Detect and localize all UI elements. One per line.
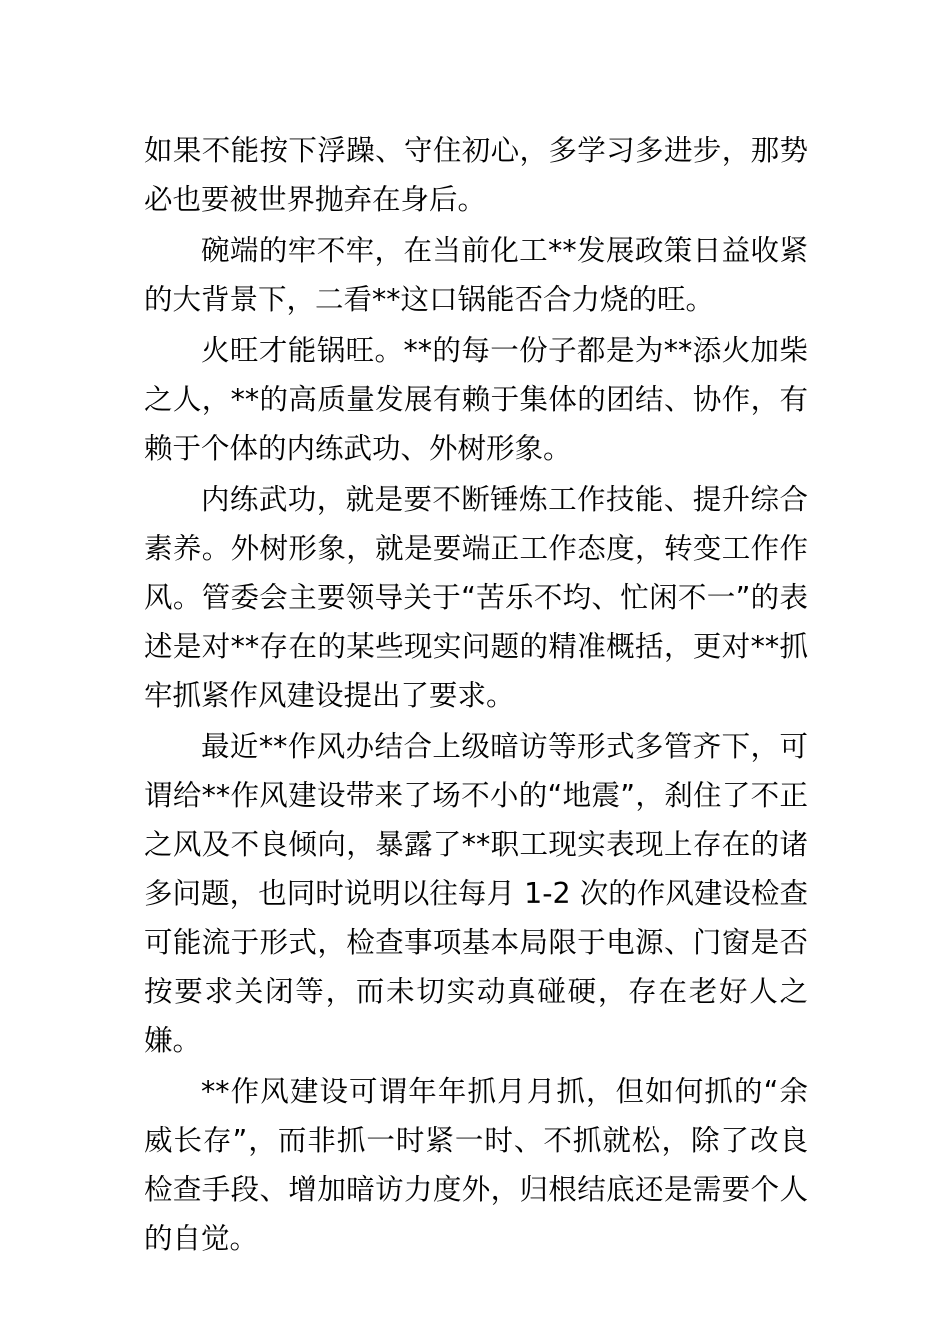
paragraph-continuation: 如果不能按下浮躁、守住初心，多学习多进步，那势必也要被世界抛弃在身后。 — [144, 134, 808, 216]
paragraph: 火旺才能锅旺。**的每一份子都是为**添火加柴之人，**的高质量发展有赖于集体的团结、协作，有赖于个体的内练武功、外树形象。 — [144, 334, 808, 465]
document-page — [144, 126, 808, 1265]
paragraph: 内练武功，就是要不断锤炼工作技能、提升综合素养。外树形象，就是要端正工作态度，转变工作作风。管委会主要领导关于“苦乐不均、忙闲不一”的表述是对**存在的某些现实问题的精准概括，更对**抓牢抓紧作风建设提出了要求。 — [144, 483, 808, 712]
paragraph: **作风建设可谓年年抓月月抓，但如何抓的“余威长存”，而非抓一时紧一时、不抓就松，除了改良检查手段、增加暗访力度外，归根结底还是需要个人的自觉。 — [144, 1075, 808, 1255]
paragraph: 最近**作风办结合上级暗访等形式多管齐下，可谓给**作风建设带来了场不小的“地震”，刹住了不正之风及不良倾向，暴露了**职工现实表现上存在的诸多问题，也同时说明以往每月 1-2 次的作风建设检查可能流于形式，检查事项基本局限于电源、门窗是否按要求关闭等，而未切实动真碰硬，存在老好人之嫌。 — [144, 730, 808, 1057]
paragraph: 碗端的牢不牢，在当前化工**发展政策日益收紧的大背景下，二看**这口锅能否合力烧的旺。 — [144, 234, 808, 316]
